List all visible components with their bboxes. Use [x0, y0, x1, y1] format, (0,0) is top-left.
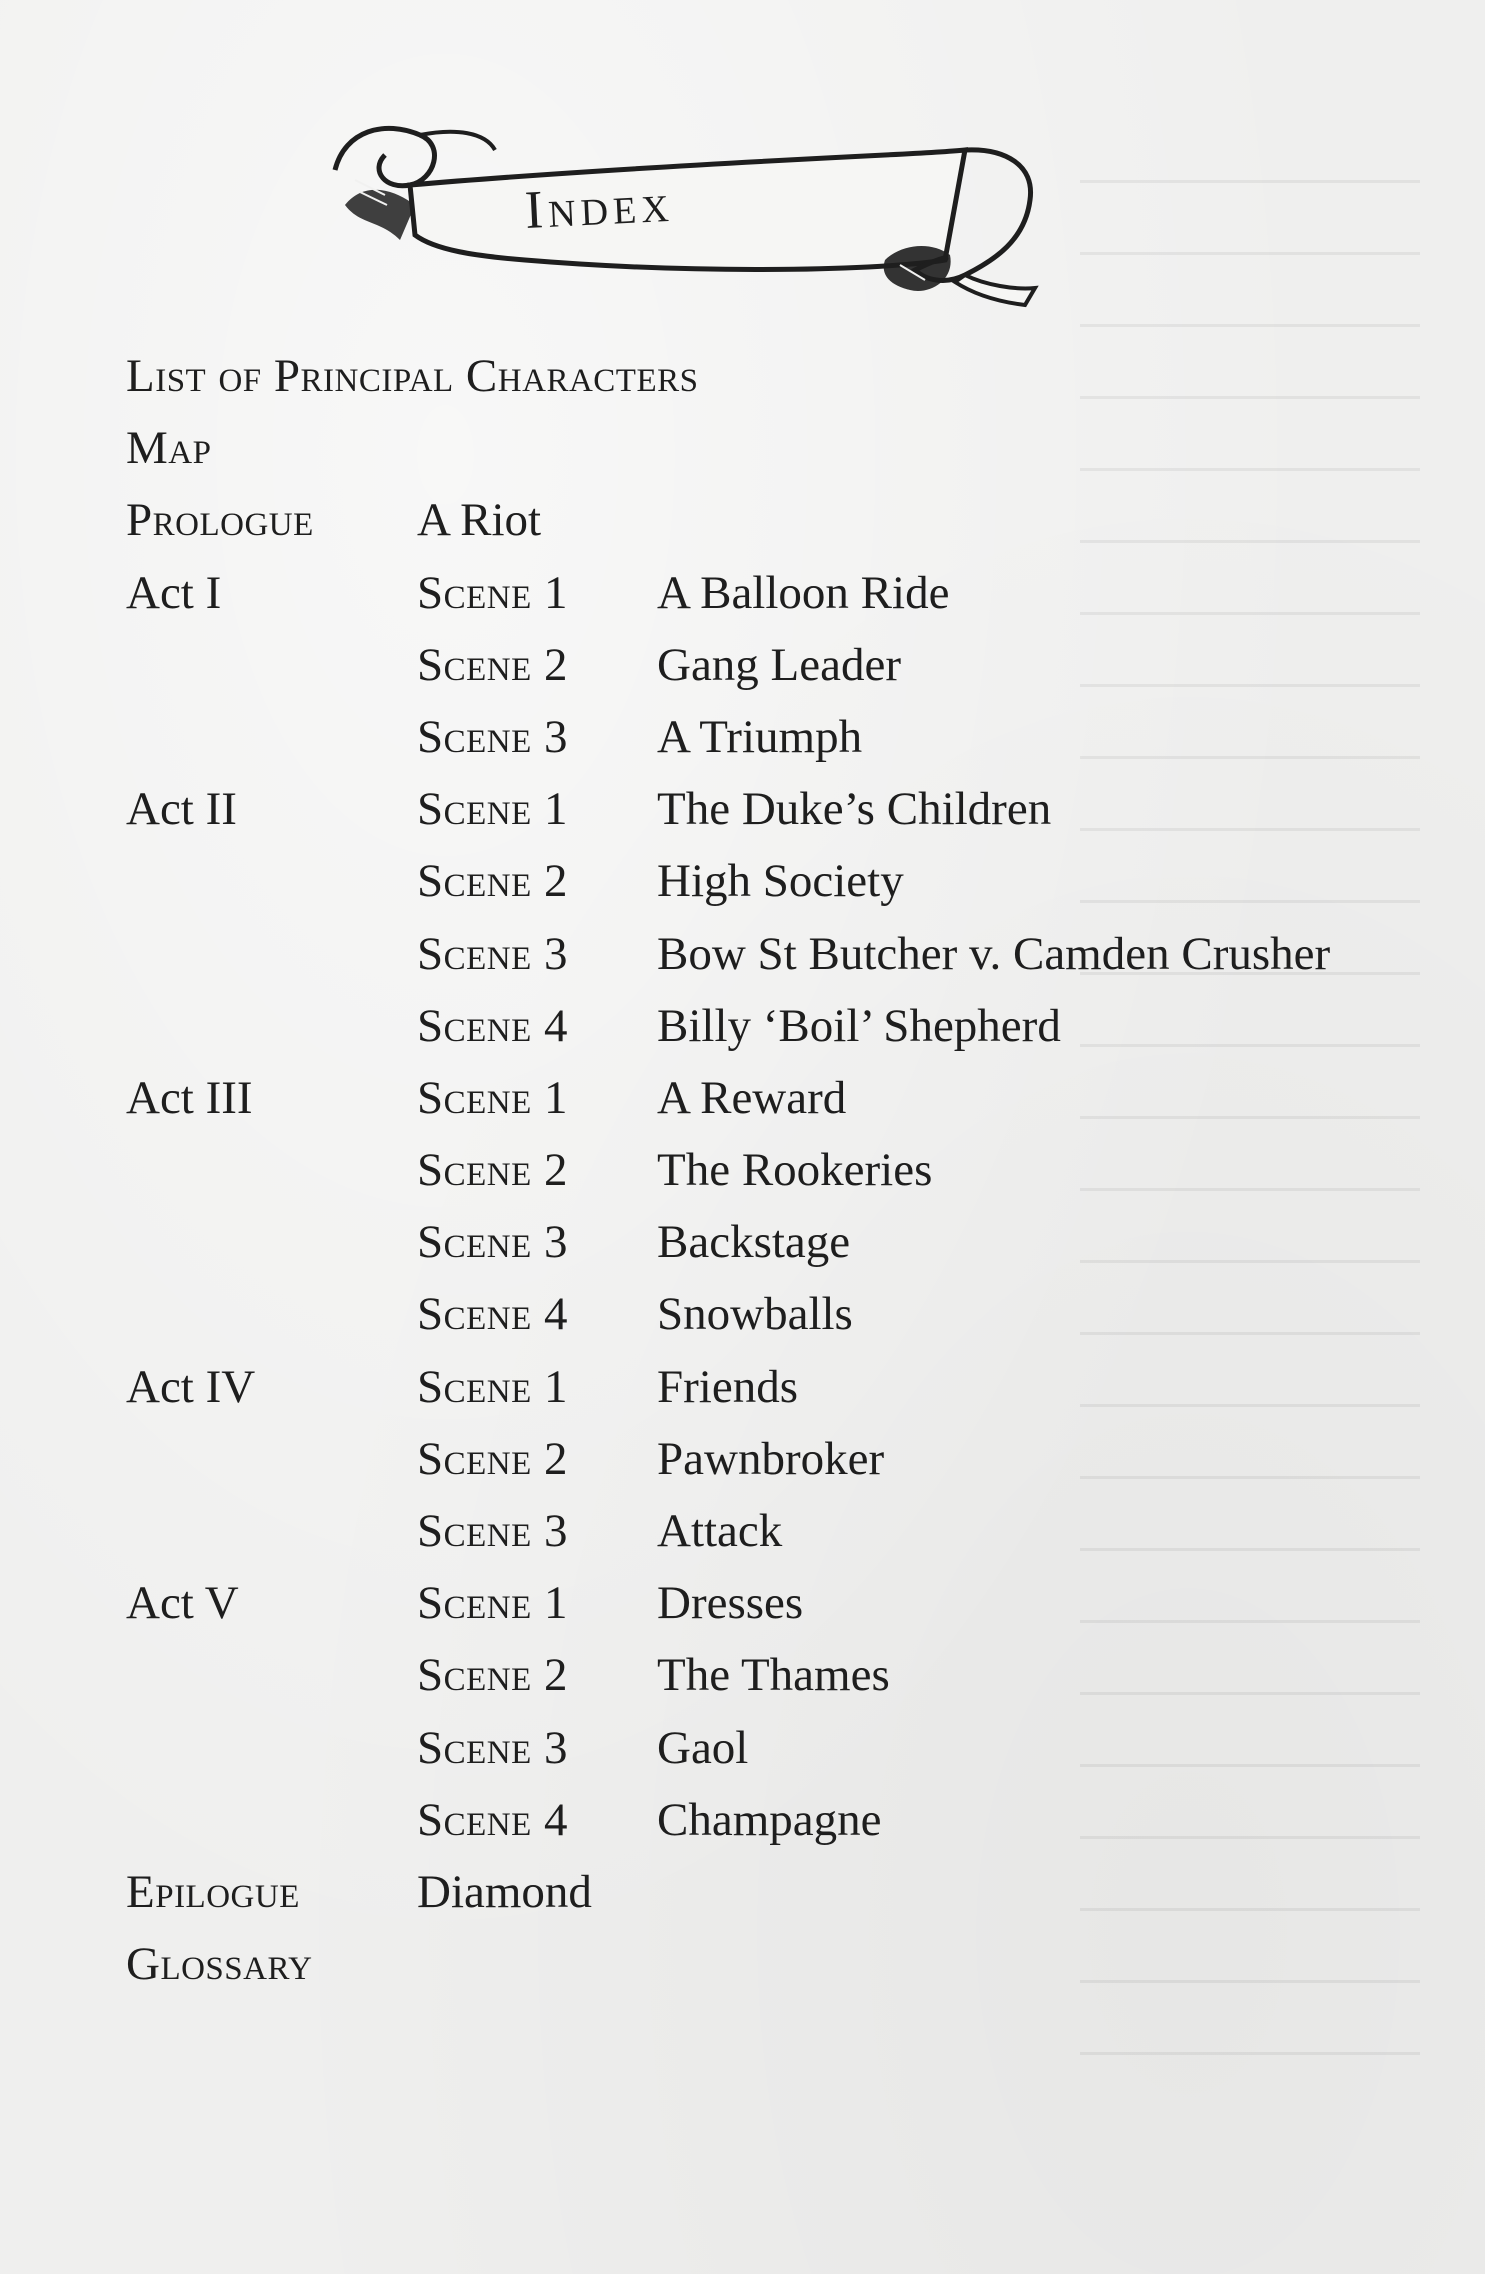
scene-title: Gang Leader: [657, 638, 901, 691]
index-row: [126, 1062, 1456, 1134]
index-row: [126, 340, 1456, 412]
part-label: Act I: [126, 566, 222, 619]
scene-title: Friends: [657, 1360, 798, 1413]
scene-title: The Thames: [657, 1649, 890, 1702]
scene-title: Gaol: [657, 1721, 749, 1774]
part-label: Prologue: [126, 494, 314, 547]
scene-title: A Reward: [657, 1071, 847, 1124]
scene-label: Scene 4: [417, 1793, 569, 1846]
index-row: [126, 484, 1456, 556]
scene-label: Scene 2: [417, 1432, 569, 1485]
part-label: Map: [126, 422, 212, 475]
scene-label: Scene 2: [417, 1649, 569, 1702]
part-label: Act III: [126, 1071, 253, 1124]
scene-label: Scene 3: [417, 1216, 569, 1269]
index-row: [126, 990, 1456, 1062]
part-label: Epilogue: [126, 1865, 300, 1918]
index-row: [126, 1206, 1456, 1278]
index-row: [126, 918, 1456, 990]
scene-label: Scene 1: [417, 783, 569, 836]
part-label: Act IV: [126, 1360, 256, 1413]
index-row: [126, 773, 1456, 845]
index-row: [126, 629, 1456, 701]
part-label: Glossary: [126, 1938, 313, 1991]
scene-label: Scene 1: [417, 1577, 569, 1630]
index-row: [126, 1567, 1456, 1639]
scene-title: High Society: [657, 855, 904, 908]
index-row: [126, 1712, 1456, 1784]
scene-label: Scene 3: [417, 1505, 569, 1557]
index-row: [126, 1351, 1456, 1423]
part-label: Act II: [126, 783, 237, 836]
index-row: [126, 1278, 1456, 1350]
scene-label: Scene 4: [417, 999, 569, 1052]
scene-title: Snowballs: [657, 1288, 853, 1341]
scene-label: Scene 2: [417, 638, 569, 691]
index-row: [126, 1495, 1456, 1567]
index-list: [126, 340, 1456, 2000]
section-title: Diamond: [417, 1865, 592, 1918]
scene-title: Dresses: [657, 1577, 804, 1630]
index-row: [126, 1784, 1456, 1856]
scene-label: Scene 3: [417, 1721, 569, 1774]
scene-label: Scene 3: [417, 927, 569, 980]
scene-label: Scene 2: [417, 855, 569, 908]
scene-title: The Rookeries: [657, 1144, 933, 1197]
scene-title: Bow St Butcher v. Camden Crusher: [657, 927, 1331, 980]
part-label: Act V: [126, 1577, 239, 1630]
scene-title: A Balloon Ride: [657, 566, 950, 619]
index-row: [126, 701, 1456, 773]
index-row: [126, 1856, 1456, 1928]
scene-title: Billy ‘Boil’ Shepherd: [657, 999, 1061, 1052]
scene-label: Scene 2: [417, 1144, 569, 1197]
index-row: [126, 1134, 1456, 1206]
scene-label: Scene 1: [417, 1360, 569, 1413]
index-banner: [325, 110, 1045, 310]
scene-title: The Duke’s Children: [657, 783, 1052, 836]
scene-label: Scene 1: [417, 1071, 569, 1124]
index-row: [126, 557, 1456, 629]
scene-title: A Triumph: [657, 710, 863, 763]
part-label: List of Principal Characters: [126, 350, 699, 402]
index-title: Index: [523, 172, 675, 240]
scene-title: Champagne: [657, 1793, 882, 1846]
scene-label: Scene 4: [417, 1288, 569, 1341]
scene-title: Attack: [657, 1505, 783, 1557]
scene-title: Backstage: [657, 1216, 851, 1269]
index-row: [126, 1639, 1456, 1711]
index-row: [126, 1928, 1456, 2000]
index-row: [126, 412, 1456, 484]
section-title: A Riot: [417, 494, 542, 547]
scene-label: Scene 3: [417, 710, 569, 763]
index-row: [126, 845, 1456, 917]
index-row: [126, 1423, 1456, 1495]
scene-label: Scene 1: [417, 566, 569, 619]
scene-title: Pawnbroker: [657, 1432, 885, 1485]
